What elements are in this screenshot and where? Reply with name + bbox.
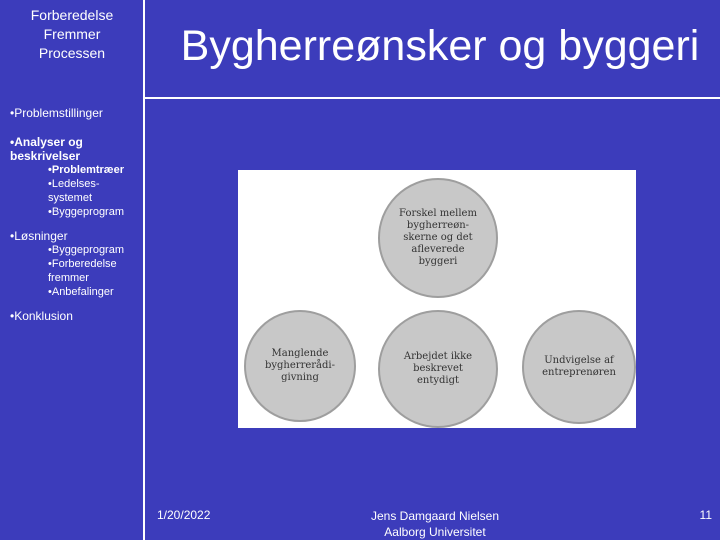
- outline-subitem-byggeprogram: •Byggeprogram: [48, 206, 125, 218]
- diagram-circle-bottom-middle: Arbejdet ikke beskrevet entydigt: [378, 310, 498, 428]
- outline-item-problemstillinger: •Problemstillinger: [10, 106, 103, 120]
- page-number: 11: [699, 508, 712, 522]
- problem-diagram: [238, 170, 636, 428]
- outline-subitem-byggeprogram-2: •Byggeprogram: [48, 244, 125, 256]
- outline-list: [10, 106, 138, 323]
- section-title: Forberedelse Fremmer Processen: [30, 7, 114, 61]
- outline-subitem-anbefalinger: •Anbefalinger: [48, 286, 114, 298]
- slide-title: Bygherreønsker og byggeri: [180, 22, 700, 70]
- outline-item-loesninger: •Løsninger: [10, 229, 68, 243]
- diagram-circle-bottom-left: Manglende bygherrerådi- givning: [244, 310, 356, 422]
- outline-subitem-ledelsessystemet: •Ledelses-systemet: [48, 178, 100, 204]
- horizontal-divider: [143, 97, 720, 99]
- outline-item-analyser: •Analyser og beskrivelser: [10, 135, 83, 163]
- footer-author: Jens Damgaard Nielsen Aalborg Universitet: [370, 509, 500, 539]
- outline-subitem-forberedelse: •Forberedelse fremmer: [48, 258, 117, 284]
- diagram-circle-bottom-right: Undvigelse af entreprenøren: [522, 310, 636, 424]
- outline-subitem-problemtraeer: •Problemtræer: [48, 164, 124, 176]
- outline-item-konklusion: •Konklusion: [10, 309, 73, 323]
- footer-date: 1/20/2022: [157, 508, 211, 522]
- diagram-circle-top: Forskel mellem bygherreøn- skerne og det afleverede byggeri: [378, 178, 498, 298]
- vertical-divider: [143, 0, 145, 540]
